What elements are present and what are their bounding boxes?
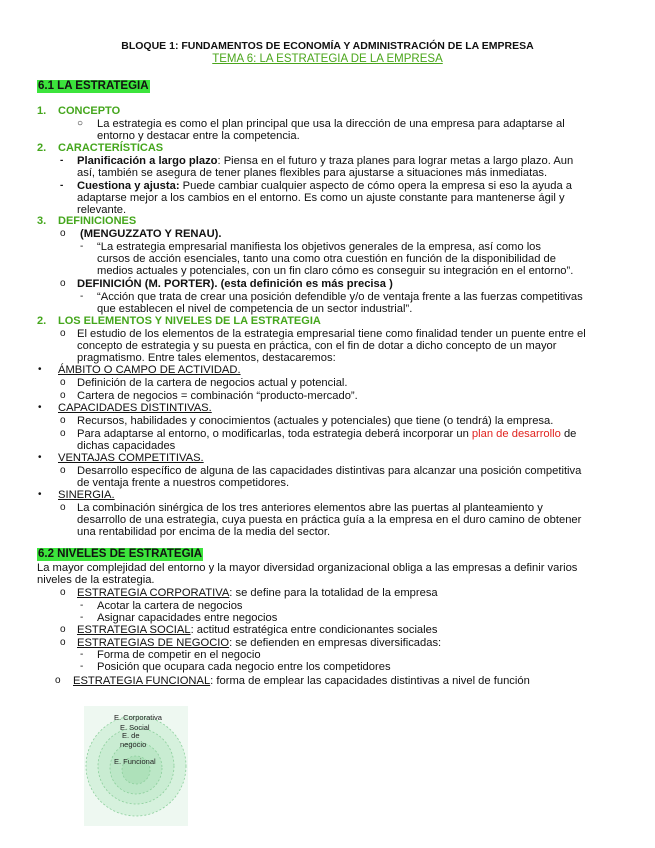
niveles-intro: niveles de la estrategia. [37,574,155,586]
topic-title: TEMA 6: LA ESTRATEGIA DE LA EMPRESA [212,53,443,65]
definition-title: (MENGUZZATO Y RENAU). [80,228,222,240]
dash-bullet-icon: - [80,600,84,611]
concentric-circles-diagram [84,706,188,826]
element-heading: SINERGIA. [58,489,115,501]
element-heading: ÁMBITO O CAMPO DE ACTIVIDAD. [58,364,241,376]
definition-text: medios actuales y potenciales, con un fin claro cómo es conseguir su integración en el entorno”. [97,265,574,277]
dash-bullet-icon: - [80,661,84,672]
caracteristica-text: relevante. [77,204,127,216]
nivel-subitem: Posición que ocupara cada negocio entre los competidores [97,661,391,673]
circle-bullet-icon: o [60,228,66,239]
circle-bullet-icon: o [55,675,61,686]
diagram-label: E. Corporativa [114,713,162,722]
circle-bullet-icon: o [60,587,66,598]
elementos-intro: El estudio de los elementos de la estrategia empresarial tiene como finalidad tender un puente entre el [77,328,586,340]
circle-bullet-icon: o [60,390,66,401]
section-title-6-2: 6.2 NIVELES DE ESTRATEGIA [38,548,203,560]
element-text: dichas capacidades [77,440,176,452]
definition-text: cursos de acción esenciales, tanto una como otra cuestión en función de la disponibilidad de [97,253,556,265]
circle-bullet-icon: o [60,377,66,388]
element-heading: CAPACIDADES DISTINTIVAS. [58,402,212,414]
block-title: BLOQUE 1: FUNDAMENTOS DE ECONOMÍA Y ADMINISTRACIÓN DE LA EMPRESA [121,40,534,52]
dash-bullet-icon: - [60,155,64,166]
elementos-intro: pragmatismo. Entre tales elementos, destacaremos: [77,352,336,364]
diagram-label: E. Funcional [114,757,156,766]
caracteristica-item: Cuestiona y ajusta: Puede cambiar cualquier aspecto de cómo opera la empresa si eso la ayuda a [77,180,572,192]
section-title-6-1: 6.1 LA ESTRATEGIA [38,80,149,92]
heading-elementos: LOS ELEMENTOS Y NIVELES DE LA ESTRATEGIA [58,315,321,327]
concepto-text: La estrategia es como el plan principal que usa la dirección de una empresa para adaptarse al [97,118,565,130]
list-number: 2. [37,315,47,327]
bullet-icon: • [38,489,42,500]
heading-concepto: CONCEPTO [58,105,121,117]
element-heading: VENTAJAS COMPETITIVAS. [58,452,204,464]
definition-title: DEFINICIÓN (M. PORTER). (esta definición es más precisa ) [77,278,393,290]
nivel-item: ESTRATEGIAS DE NEGOCIO: se defienden en empresas diversificadas: [77,637,442,649]
element-text: de ventaja frente a nuestros competidores. [77,477,290,489]
nivel-subitem: Acotar la cartera de negocios [97,600,243,612]
element-text: Cartera de negocios = combinación “producto-mercado”. [77,390,358,402]
bullet-icon: • [38,364,42,375]
definition-text: “La estrategia empresarial manifiesta los objetivos generales de la empresa, así como los [97,241,541,253]
concepto-text: entorno y destacar entre la competencia. [97,130,300,142]
definition-text: “Acción que trata de crear una posición defendible y/o de ventaja frente a las fuerzas competitivas [97,291,583,303]
bullet-icon: • [38,452,42,463]
circle-bullet-icon: o [60,328,66,339]
element-text: Recursos, habilidades y conocimientos (actuales y potenciales) que tiene (o tendrá) la empresa. [77,415,554,427]
list-number: 1. [37,105,47,117]
element-text: Definición de la cartera de negocios actual y potencial. [77,377,348,389]
circle-bullet-icon: o [60,278,66,289]
circle-bullet-icon: o [60,428,66,439]
elementos-intro: concepto de estrategia y su puesta en práctica, con el fin de dotar a dicho concepto de un mayor [77,340,557,352]
nivel-item: ESTRATEGIA SOCIAL: actitud estratégica entre condicionantes sociales [77,624,438,636]
caracteristica-text: adaptarse mejor a los cambios en el entorno. Es como un ajuste constante para mantenerse ágil y [77,192,565,204]
element-text: una rentabilidad por encima de la media del sector. [77,526,331,538]
dash-bullet-icon: - [80,241,84,252]
dash-bullet-icon: - [80,612,84,623]
caracteristica-item: Planificación a largo plazo: Piensa en el futuro y traza planes para lograr metas a largo plazo. Aun [77,155,574,167]
nivel-subitem: Asignar capacidades entre negocios [97,612,278,624]
nivel-item: ESTRATEGIA FUNCIONAL: forma de emplear las capacidades distintivas a nivel de función [73,675,530,687]
dash-bullet-icon: - [60,180,64,191]
diagram-label: E. Social [120,723,150,732]
circle-bullet-icon: o [60,637,66,648]
list-number: 2. [37,142,47,154]
diagram-label: negocio [120,740,147,749]
list-number: 3. [37,215,47,227]
circle-bullet-icon: o [60,465,66,476]
dash-bullet-icon: - [80,291,84,302]
diagram-label: E. de [122,731,140,740]
definition-text: que establecen el nivel de competencia de un sector industrial”. [97,303,413,315]
element-text: Para adaptarse al entorno, o modificarlas, toda estrategia deberá incorporar un plan de desarrollo de [77,428,577,440]
heading-caracteristicas: CARACTERÍSTICAS [58,142,164,154]
circle-bullet-icon: ○ [77,118,84,129]
element-text: Desarrollo específico de alguna de las capacidades distintivas para alcanzar una posición competitiva [77,465,582,477]
circle-bullet-icon: o [60,624,66,635]
bullet-icon: • [38,402,42,413]
caracteristica-text: así, también se asegura de tener planes flexibles para ajustarse a situaciones más inmediatas. [77,167,548,179]
strategy-levels-diagram [84,706,188,826]
heading-definiciones: DEFINICIONES [58,215,137,227]
niveles-intro: La mayor complejidad del entorno y la mayor diversidad organizacional obliga a las empresas a definir varios [37,562,578,574]
circle-bullet-icon: o [60,502,66,513]
element-text: desarrollo de una estrategia, cuya puesta en práctica guía a la empresa en el duro camino de obtener [77,514,582,526]
nivel-item: ESTRATEGIA CORPORATIVA: se define para la totalidad de la empresa [77,587,438,599]
dash-bullet-icon: - [80,649,84,660]
circle-bullet-icon: o [60,415,66,426]
nivel-subitem: Forma de competir en el negocio [97,649,261,661]
element-text: La combinación sinérgica de los tres anteriores elementos abre las puertas al planteamiento y [77,502,543,514]
